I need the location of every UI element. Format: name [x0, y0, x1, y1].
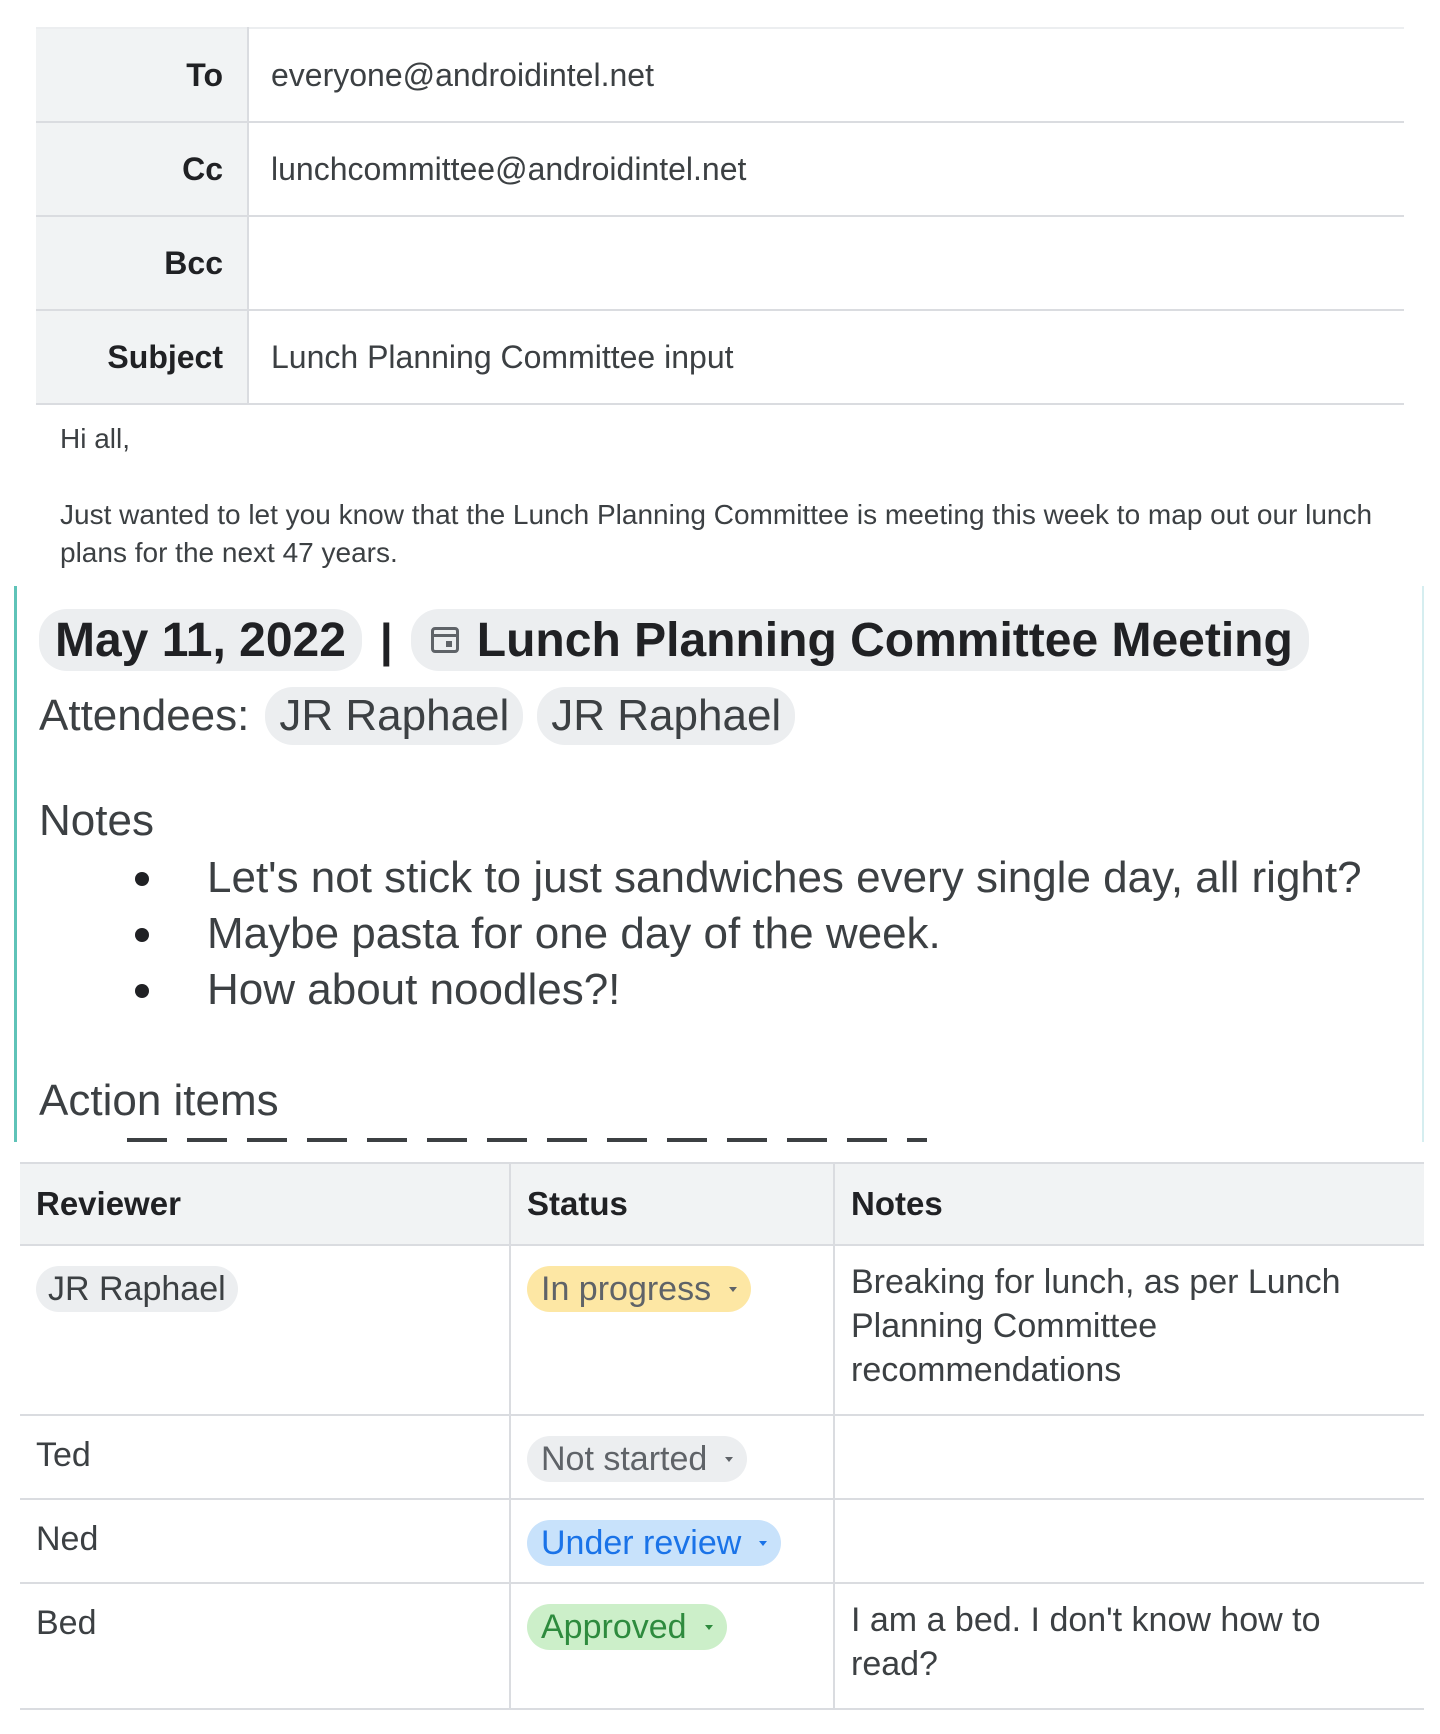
chevron-down-icon: [729, 1287, 737, 1292]
reviewer-cell[interactable]: Bed: [20, 1583, 510, 1709]
body-paragraph: Just wanted to let you know that the Lunch Planning Committee is meeting this week to map out our lunch plans for the next 47 years.: [60, 499, 1373, 568]
list-item: [39, 962, 1362, 1018]
meeting-notes-embed: [14, 586, 1424, 1142]
calendar-event-chip[interactable]: [411, 609, 1309, 671]
cc-label: Cc: [36, 122, 248, 216]
status-label: Under review: [541, 1523, 742, 1562]
email-header-fields: [36, 27, 1404, 405]
action-item-cutoff: [127, 1138, 927, 1142]
calendar-icon: [431, 627, 459, 653]
cc-row: [36, 122, 1404, 216]
bullet-icon: [135, 872, 149, 886]
status-dropdown[interactable]: [527, 1604, 727, 1650]
title-separator: |: [379, 614, 393, 666]
notes-heading: Notes: [39, 796, 154, 845]
to-row: [36, 28, 1404, 122]
notes-cell[interactable]: [834, 1415, 1424, 1499]
table-row: [20, 1499, 1424, 1583]
note-text: Maybe pasta for one day of the week.: [207, 909, 941, 958]
subject-row: [36, 310, 1404, 404]
notes-column-header: Notes: [834, 1163, 1424, 1245]
status-label: In progress: [541, 1269, 712, 1308]
date-chip[interactable]: May 11, 2022: [39, 609, 362, 671]
notes-cell[interactable]: I am a bed. I don't know how to read?: [834, 1583, 1424, 1709]
table-row: [20, 1415, 1424, 1499]
status-cell: [510, 1245, 834, 1415]
bcc-field[interactable]: [248, 216, 1404, 310]
status-cell: [510, 1499, 834, 1583]
reviewer-cell[interactable]: Ned: [20, 1499, 510, 1583]
status-column-header: Status: [510, 1163, 834, 1245]
status-label: Not started: [541, 1439, 708, 1478]
bcc-label: Bcc: [36, 216, 248, 310]
status-dropdown[interactable]: [527, 1520, 781, 1566]
bullet-icon: [135, 984, 149, 998]
table-header-row: [20, 1163, 1424, 1245]
notes-list: [39, 850, 1362, 1018]
status-cell: [510, 1415, 834, 1499]
status-dropdown[interactable]: [527, 1436, 747, 1482]
body-greeting: Hi all,: [60, 423, 131, 454]
to-label: To: [36, 28, 248, 122]
chevron-down-icon: [705, 1625, 713, 1630]
note-text: How about noodles?!: [207, 965, 621, 1014]
status-cell: [510, 1583, 834, 1709]
reviewer-column-header: Reviewer: [20, 1163, 510, 1245]
notes-cell[interactable]: Breaking for lunch, as per Lunch Planning Committee recommendations: [834, 1245, 1424, 1415]
note-text: Let's not stick to just sandwiches every single day, all right?: [207, 853, 1362, 902]
review-table: [20, 1162, 1424, 1710]
subject-field[interactable]: Lunch Planning Committee input: [248, 310, 1404, 404]
to-field[interactable]: everyone@androidintel.net: [248, 28, 1404, 122]
list-item: [39, 906, 1362, 962]
table-row: [20, 1583, 1424, 1709]
attendee-chip[interactable]: JR Raphael: [265, 687, 523, 745]
bullet-icon: [135, 928, 149, 942]
notes-cell[interactable]: [834, 1499, 1424, 1583]
action-items-heading: Action items: [39, 1076, 279, 1125]
attendee-chip[interactable]: JR Raphael: [537, 687, 795, 745]
cc-field[interactable]: lunchcommittee@androidintel.net: [248, 122, 1404, 216]
email-body[interactable]: [60, 420, 1380, 572]
subject-label: Subject: [36, 310, 248, 404]
attendees-line: [39, 686, 795, 746]
reviewer-cell: [20, 1245, 510, 1415]
reviewer-cell[interactable]: Ted: [20, 1415, 510, 1499]
attendees-label: Attendees:: [39, 691, 250, 740]
status-label: Approved: [541, 1607, 687, 1646]
bcc-row: [36, 216, 1404, 310]
event-title: Lunch Planning Committee Meeting: [476, 613, 1293, 667]
list-item: [39, 850, 1362, 906]
reviewer-person-chip[interactable]: JR Raphael: [36, 1266, 238, 1312]
chevron-down-icon: [725, 1457, 733, 1462]
chevron-down-icon: [759, 1541, 767, 1546]
table-row: [20, 1245, 1424, 1415]
meeting-title-line: [39, 608, 1309, 672]
status-dropdown[interactable]: [527, 1266, 751, 1312]
